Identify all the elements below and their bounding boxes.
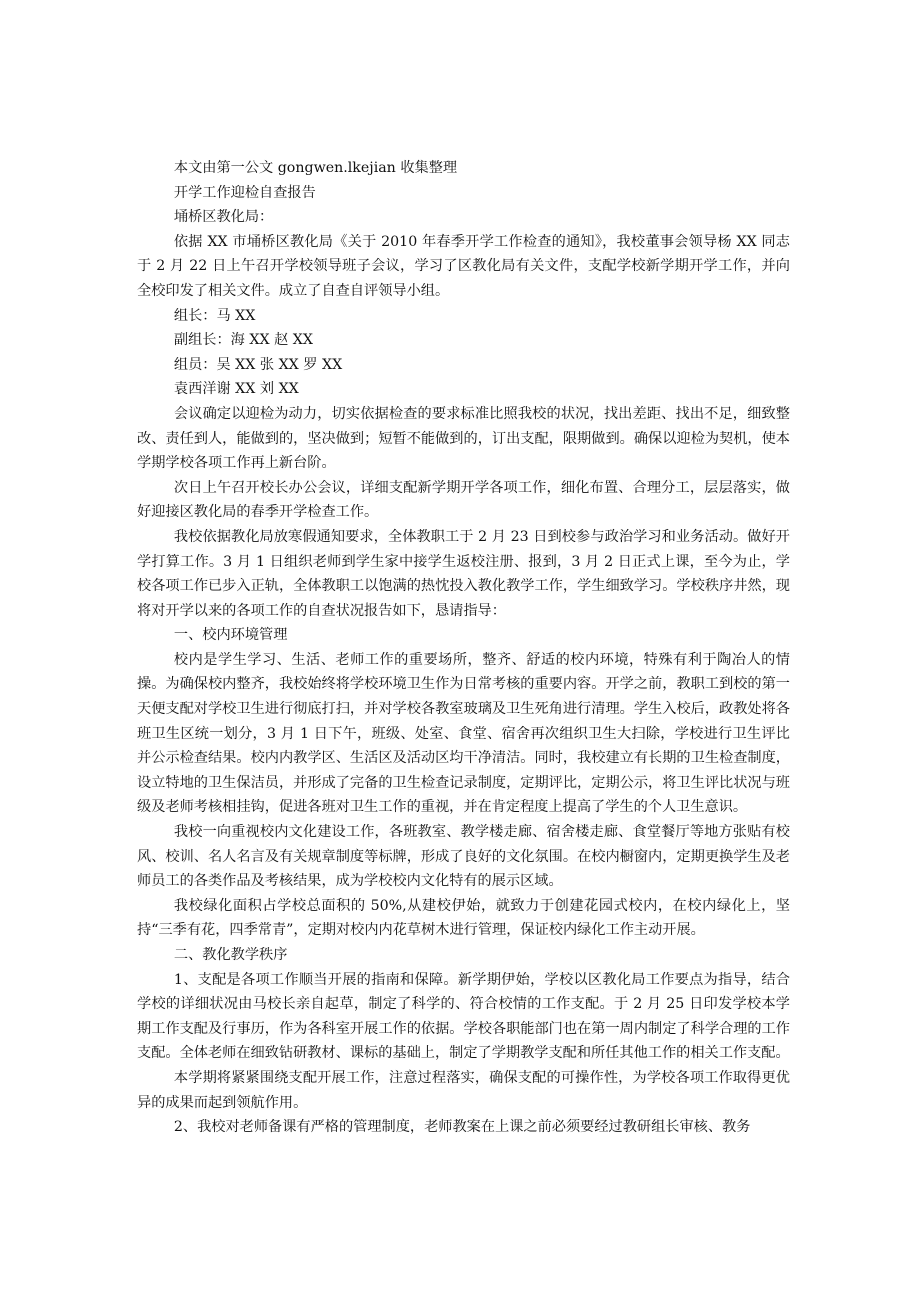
- document-body: [137, 156, 790, 1140]
- paragraph-goal: 会议确定以迎检为动力，切实依据检查的要求标准比照我校的状况，找出差距、找出不足，细致整改、责任到人，能做到的，坚决做到；短暂不能做到的，订出支配，限期做到。确保以迎检为契机，使本学期学校各项工作再上新台阶。: [137, 405, 790, 472]
- source-note: 本文由第一公文 gongwen.lkejian 收集整理: [173, 160, 458, 176]
- group-members-cont: 袁西洋谢 XX 刘 XX: [173, 381, 299, 398]
- group-deputy: 副组长：海 XX 赵 XX: [173, 332, 313, 349]
- paragraph-hygiene: 校内是学生学习、生活、老师工作的重要场所，整齐、舒适的校内环境，特殊有利于陶冶人的情操。为确保校内整齐，我校始终将学校环境卫生作为日常考核的重要内容。开学之前，教职工到校的第一天便支配对学校卫生进行彻底打扫，并对学校各教室玻璃及卫生死角进行清理。学生入校后，政教处将各班卫生区统一划分，3 月 1 日下午，班级、处室、食堂、宿舍再次组织卫生大扫除，学校进行卫生评比并公示检查结果。校内内教学区、生活区及活动区均干净清洁。同时，我校建立有长期的卫生检查制度，设立特地的卫生保洁员，并形成了完备的卫生检查记录制度，定期评比，定期公示，将卫生评比状况与班级及老师考核相挂钩，促进各班对卫生工作的重视，并在肯定程度上提高了学生的个人卫生意识。: [137, 651, 790, 816]
- paragraph-culture: 我校一向重视校内文化建设工作，各班教室、教学楼走廊、宿舍楼走廊、食堂餐厅等地方张贴有校风、校训、名人名言及有关规章制度等标牌，形成了良好的文化氛围。在校内橱窗内，定期更换学生及老师员工的各类作品及考核结果，成为学校校内文化特有的展示区域。: [137, 824, 790, 890]
- section-heading-teaching: 二、教化教学秩序: [173, 947, 288, 963]
- paragraph-status: 我校依据教化局放寒假通知要求，全体教职工于 2 月 23 日到校参与政治学习和业务活动。做好开学打算工作。3 月 1 日组织老师到学生家中接学生返校注册、报到，3 月 2 日正式上课，至今为止，学校各项工作已步入正轨，全体教职工以饱满的热忱投入教化教学工作，学生细致学习。学校秩序井然，现将对开学以来的各项工作的自查状况报告如下，恳请指导：: [137, 528, 790, 619]
- paragraph-meeting: 依据 XX 市埇桥区教化局《关于 2010 年春季开学工作检查的通知》，我校董事会领导杨 XX 同志于 2 月 22 日上午召开学校领导班子会议，学习了区教化局有关文件，支配学校新学期开学工作，并向全校印发了相关文件。成立了自查自评领导小组。: [137, 233, 790, 299]
- document-title: 开学工作迎检自查报告: [173, 184, 316, 201]
- paragraph-lesson-prep: 2、我校对老师备课有严格的管理制度，老师教案在上课之前必须要经过教研组长审核、教务: [173, 1119, 751, 1136]
- paragraph-plan: 1、支配是各项工作顺当开展的指南和保障。新学期伊始，学校以区教化局工作要点为指导，结合学校的详细状况由马校长亲自起草，制定了科学的、符合校情的工作支配。于 2 月 25 日印发学校本学期工作支配及行事历，作为各科室开展工作的依据。学校各职能部门也在第一周内制定了科学合理的工作支配。全体老师在细致钻研教材、课标的基础上，制定了学期教学支配和所任其他工作的相关工作支配。: [137, 971, 790, 1062]
- section-heading-environment: 一、校内环境管理: [173, 627, 288, 644]
- group-leader: 组长：马 XX: [173, 307, 256, 324]
- group-members: 组员：吴 XX 张 XX 罗 XX: [173, 356, 343, 373]
- paragraph-plan-focus: 本学期将紧紧围绕支配开展工作，注意过程落实，确保支配的可操作性，为学校各项工作取得更优异的成果而起到领航作用。: [137, 1069, 790, 1111]
- addressee: 埇桥区教化局：: [173, 209, 274, 226]
- paragraph-greening: 我校绿化面积占学校总面积的 50%,从建校伊始，就致力于创建花园式校内，在校内绿化上，坚持“三季有花，四季常青”，定期对校内内花草树木进行管理，保证校内绿化工作主动开展。: [137, 897, 790, 939]
- paragraph-office-meeting: 次日上午召开校长办公会议，详细支配新学期开学各项工作，细化布置、合理分工，层层落实，做好迎接区教化局的春季开学检查工作。: [137, 479, 790, 521]
